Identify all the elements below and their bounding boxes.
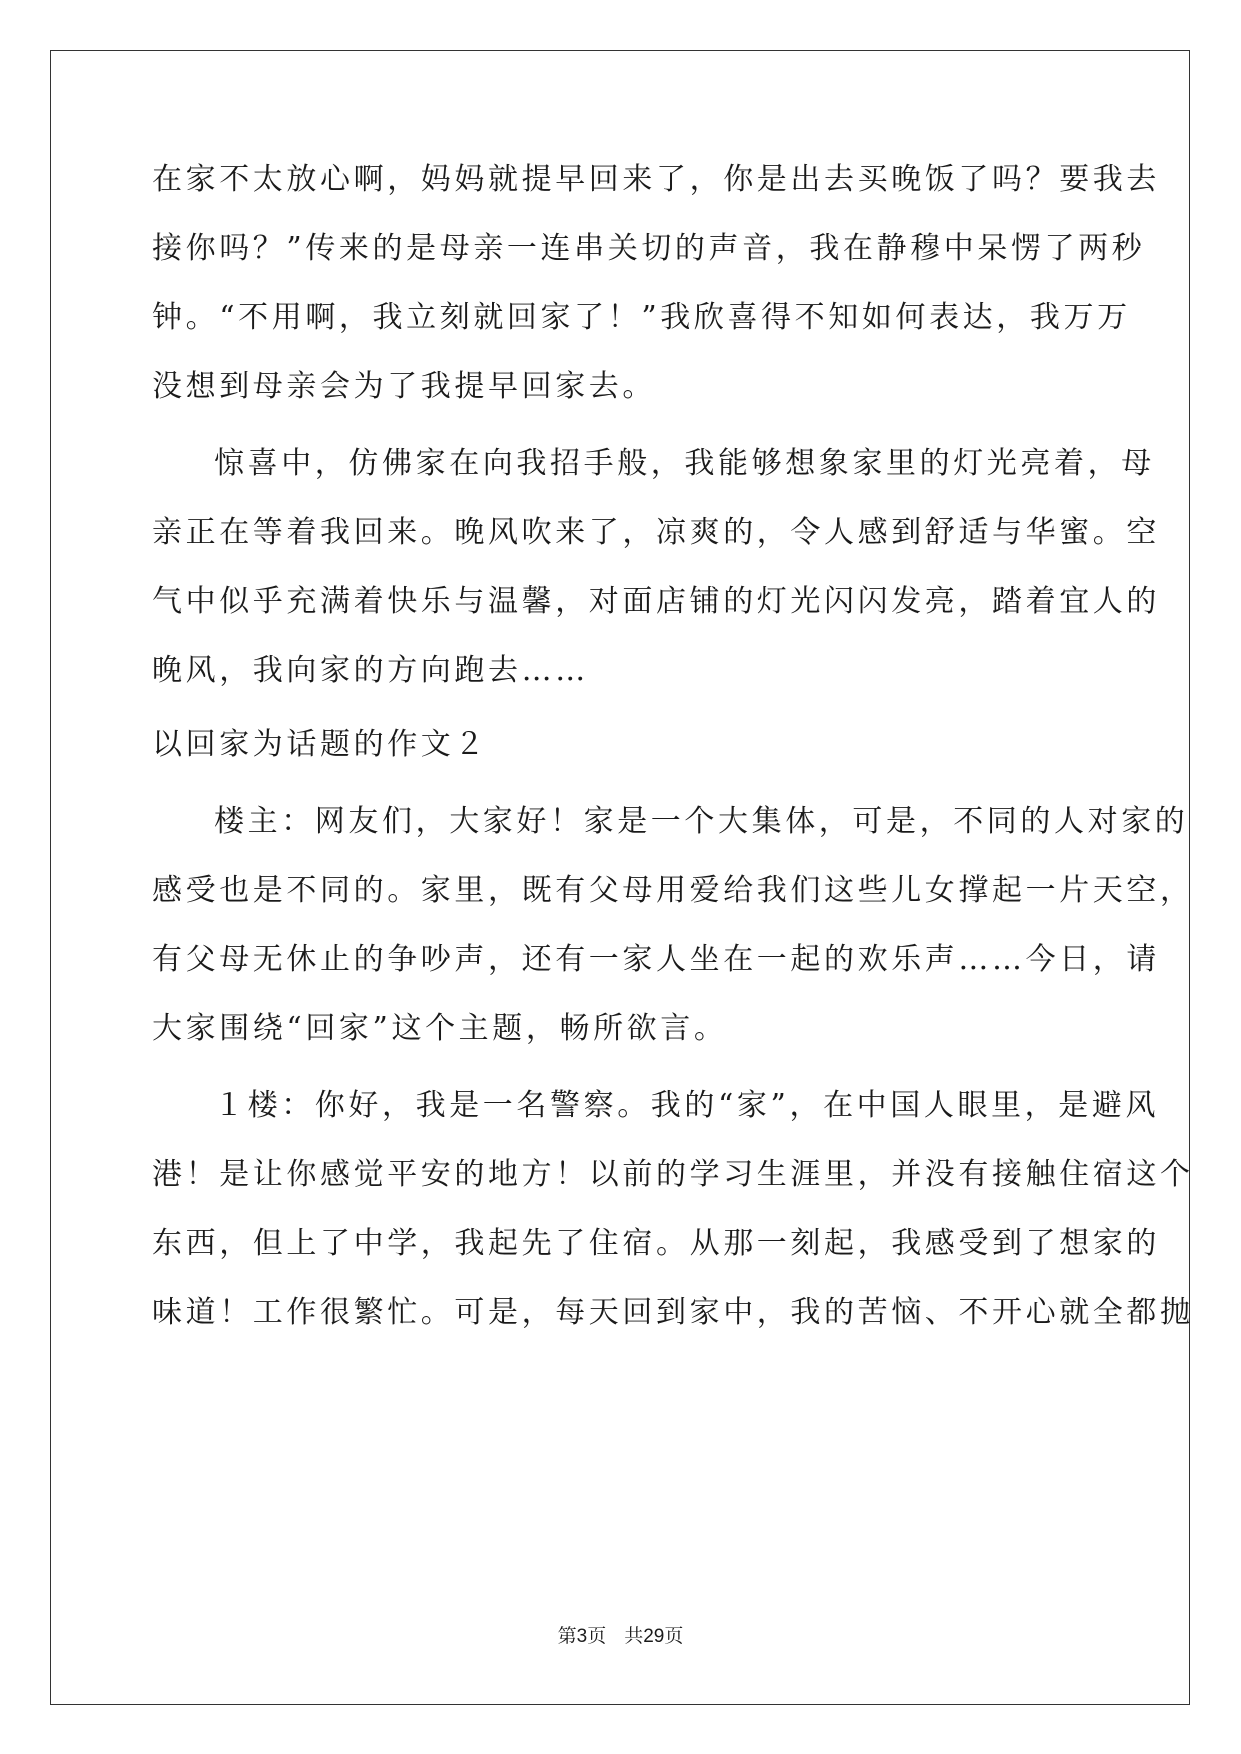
page-footer xyxy=(0,1624,1241,1649)
page-prefix: 第 xyxy=(557,1625,577,1647)
text-line: 晚风，我向家的方向跑去…… xyxy=(152,653,589,688)
total-suffix: 页 xyxy=(664,1625,684,1647)
paragraph-first-line: 楼主：网友们，大家好！家是一个大集体，可是，不同的人对家的 xyxy=(214,804,1189,839)
text-line: 钟。“不用啊，我立刻就回家了！”我欣喜得不知如何表达，我万万 xyxy=(152,300,1131,335)
text-line: 没想到母亲会为了我提早回家去。 xyxy=(152,369,656,404)
text-line: 气中似乎充满着快乐与温馨，对面店铺的灯光闪闪发亮，踏着宜人的 xyxy=(152,584,1160,619)
paragraph-first-line: 惊喜中，仿佛家在向我招手般，我能够想象家里的灯光亮着，母 xyxy=(214,446,1155,481)
text-line: 有父母无休止的争吵声，还有一家人坐在一起的欢乐声……今日，请 xyxy=(152,942,1160,977)
page-suffix: 页 xyxy=(587,1625,607,1647)
text-line: 接你吗？”传来的是母亲一连串关切的声音，我在静穆中呆愣了两秒 xyxy=(152,231,1146,266)
text-line: 港！是让你感觉平安的地方！以前的学习生涯里，并没有接触住宿这个 xyxy=(152,1157,1194,1192)
text-line: 东西，但上了中学，我起先了住宿。从那一刻起，我感受到了想家的 xyxy=(152,1226,1160,1261)
text-line: 味道！工作很繁忙。可是，每天回到家中，我的苦恼、不开心就全都抛 xyxy=(152,1295,1194,1330)
total-prefix: 共 xyxy=(624,1625,644,1647)
total-pages: 29 xyxy=(643,1626,665,1647)
paragraph-first-line: １楼：你好，我是一名警察。我的“家”，在中国人眼里，是避风 xyxy=(214,1088,1160,1123)
text-line: 在家不太放心啊，妈妈就提早回来了，你是出去买晚饭了吗？要我去 xyxy=(152,162,1160,197)
text-line: 大家围绕“回家”这个主题，畅所欲言。 xyxy=(152,1011,728,1046)
section-heading: 以回家为话题的作文２ xyxy=(152,727,488,762)
text-line: 亲正在等着我回来。晚风吹来了，凉爽的，令人感到舒适与华蜜。空 xyxy=(152,515,1160,550)
page-number: 3 xyxy=(576,1626,588,1647)
text-line: 感受也是不同的。家里，既有父母用爱给我们这些儿女撑起一片天空， xyxy=(152,873,1194,908)
